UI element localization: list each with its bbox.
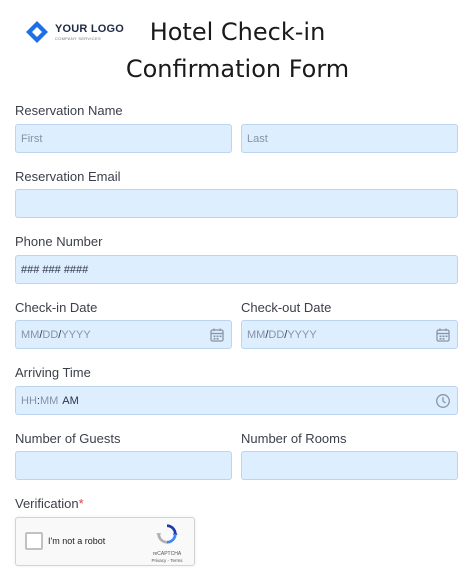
time-hour: HH xyxy=(21,394,37,407)
time-sep: : xyxy=(36,394,40,407)
phone-input[interactable] xyxy=(15,255,458,284)
title-line-1: Hotel Check-in xyxy=(149,18,326,46)
last-name-input[interactable] xyxy=(241,124,458,153)
verification-text: Verification xyxy=(15,496,79,511)
first-name-input[interactable] xyxy=(15,124,232,153)
first-name-placeholder: First xyxy=(21,132,43,145)
number-of-guests-label: Number of Guests xyxy=(15,431,121,446)
recaptcha-widget xyxy=(15,517,195,566)
recaptcha-icon xyxy=(156,532,178,549)
number-of-rooms-label: Number of Rooms xyxy=(241,431,347,446)
checkout-month: MM xyxy=(247,328,266,341)
time-minute: MM xyxy=(39,394,59,407)
calendar-icon[interactable] xyxy=(209,327,225,343)
time-ampm: AM xyxy=(62,394,79,407)
verification-label xyxy=(15,496,84,511)
checkout-year: YYYY xyxy=(287,328,317,341)
checkin-day: DD xyxy=(42,328,59,341)
reservation-name-label: Reservation Name xyxy=(15,103,123,118)
checkin-sep-2: / xyxy=(58,328,62,341)
clock-icon[interactable] xyxy=(435,393,451,409)
arriving-time-input[interactable] xyxy=(15,386,458,415)
guests-input[interactable] xyxy=(15,451,232,480)
checkout-sep-2: / xyxy=(284,328,288,341)
page-title xyxy=(110,14,365,88)
arriving-time-label: Arriving Time xyxy=(15,365,91,380)
captcha-checkbox[interactable] xyxy=(25,532,43,550)
checkin-year: YYYY xyxy=(61,328,91,341)
reservation-email-label: Reservation Email xyxy=(15,169,121,184)
recaptcha-privacy-terms[interactable]: Privacy - Terms xyxy=(151,558,183,563)
logo-diamond-icon xyxy=(25,20,49,44)
email-field[interactable] xyxy=(15,189,458,218)
checkout-date-input[interactable] xyxy=(241,320,458,349)
logo-text: YOUR LOGO xyxy=(55,22,125,35)
recaptcha-brand xyxy=(147,523,187,563)
checkout-date-label: Check-out Date xyxy=(241,300,332,315)
checkin-date-input[interactable] xyxy=(15,320,232,349)
last-name-placeholder: Last xyxy=(247,132,268,145)
calendar-icon[interactable] xyxy=(435,327,451,343)
recaptcha-brand-name: reCAPTCHA xyxy=(152,551,182,557)
checkout-sep-1: / xyxy=(265,328,269,341)
form-header xyxy=(0,0,474,96)
logo-subtext: COMPANY SERVICES xyxy=(55,35,101,41)
phone-number-label: Phone Number xyxy=(15,234,103,249)
captcha-checkbox-label: I'm not a robot xyxy=(48,536,106,546)
checkout-day: DD xyxy=(268,328,285,341)
checkin-date-label: Check-in Date xyxy=(15,300,98,315)
title-line-2: Confirmation Form xyxy=(125,55,350,83)
checkin-month: MM xyxy=(21,328,40,341)
required-mark: * xyxy=(78,496,84,511)
rooms-input[interactable] xyxy=(241,451,458,480)
phone-mask: ### ### #### xyxy=(21,263,89,276)
checkin-sep-1: / xyxy=(39,328,43,341)
